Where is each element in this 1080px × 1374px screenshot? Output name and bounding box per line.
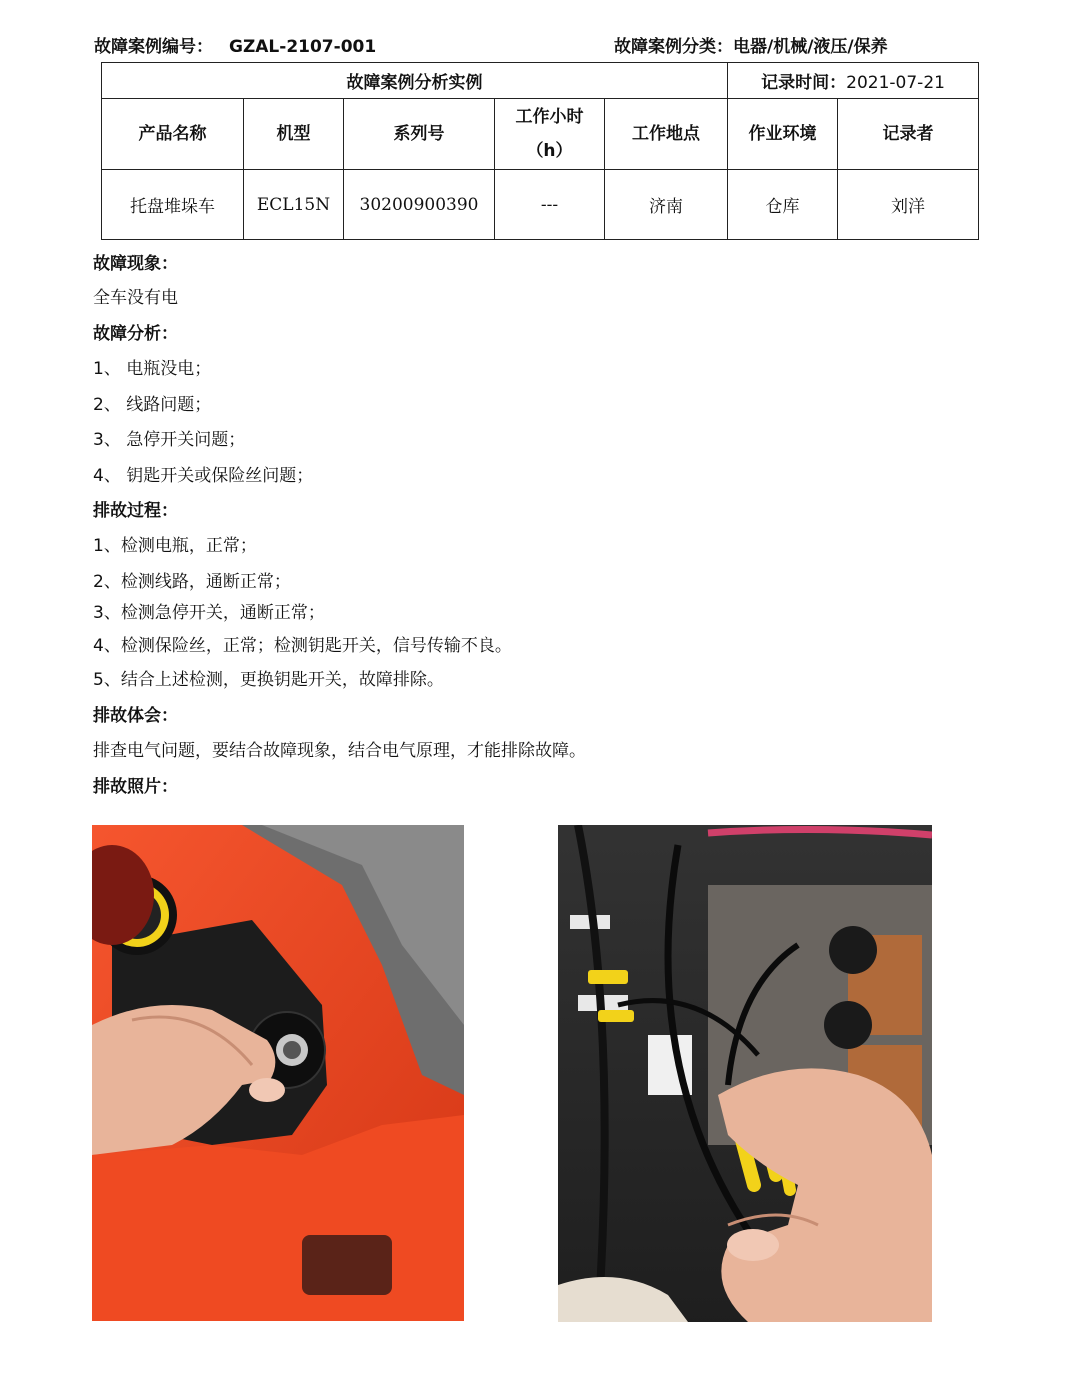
process-step: 2、检测线路，通断正常； — [93, 572, 291, 592]
table-title: 故障案例分析实例 — [102, 63, 728, 99]
experience-text: 排查电气问题，要结合故障现象，结合电气原理，才能排除故障。 — [93, 741, 586, 761]
case-number-label: 故障案例编号： — [94, 37, 213, 57]
cell-recorder: 刘洋 — [838, 170, 979, 240]
phenomenon-text: 全车没有电 — [93, 288, 178, 308]
photo-key-switch — [92, 825, 464, 1321]
column-header-location: 工作地点 — [605, 99, 728, 170]
cell-hours: --- — [495, 170, 605, 240]
case-category-header — [614, 32, 888, 57]
analysis-item: 3、 急停开关问题； — [93, 430, 246, 450]
column-header-model: 机型 — [244, 99, 344, 170]
photo-wiring-terminals — [558, 825, 932, 1322]
column-header-environment: 作业环境 — [728, 99, 838, 170]
process-step: 3、检测急停开关，通断正常； — [93, 603, 325, 623]
process-step: 5、结合上述检测，更换钥匙开关，故障排除。 — [93, 670, 444, 690]
record-time-value: 2021-07-21 — [846, 73, 945, 93]
analysis-title: 故障分析： — [93, 324, 178, 344]
cell-environment: 仓库 — [728, 170, 838, 240]
process-title: 排故过程： — [93, 501, 178, 521]
cell-model: ECL15N — [244, 170, 344, 240]
cell-serial: 30200900390 — [344, 170, 495, 240]
column-header-serial: 系列号 — [344, 99, 495, 170]
record-time-label: 记录时间： — [761, 73, 847, 93]
analysis-item: 1、 电瓶没电； — [93, 359, 212, 379]
cell-location: 济南 — [605, 170, 728, 240]
column-header-product: 产品名称 — [102, 99, 244, 170]
case-number-header — [94, 32, 376, 57]
process-step: 1、检测电瓶，正常； — [93, 536, 257, 556]
record-time-cell — [728, 63, 979, 99]
experience-title: 排故体会： — [93, 706, 178, 726]
column-header-hours-line1: 工作小时 — [515, 107, 584, 127]
case-info-table — [101, 62, 979, 240]
column-header-recorder: 记录者 — [838, 99, 979, 170]
case-category-label: 故障案例分类： — [614, 37, 733, 57]
cell-product: 托盘堆垛车 — [102, 170, 244, 240]
photos-title: 排故照片： — [93, 777, 178, 797]
column-header-hours-unit: （h） — [526, 141, 573, 161]
analysis-item: 4、 钥匙开关或保险丝问题； — [93, 466, 314, 486]
column-header-hours — [495, 99, 605, 170]
case-category-value: 电器/机械/液压/保养 — [733, 37, 888, 57]
analysis-item: 2、 线路问题； — [93, 395, 212, 415]
case-number-value: GZAL-2107-001 — [229, 37, 377, 57]
phenomenon-title: 故障现象： — [93, 254, 178, 274]
process-step: 4、检测保险丝，正常；检测钥匙开关，信号传输不良。 — [93, 636, 512, 656]
